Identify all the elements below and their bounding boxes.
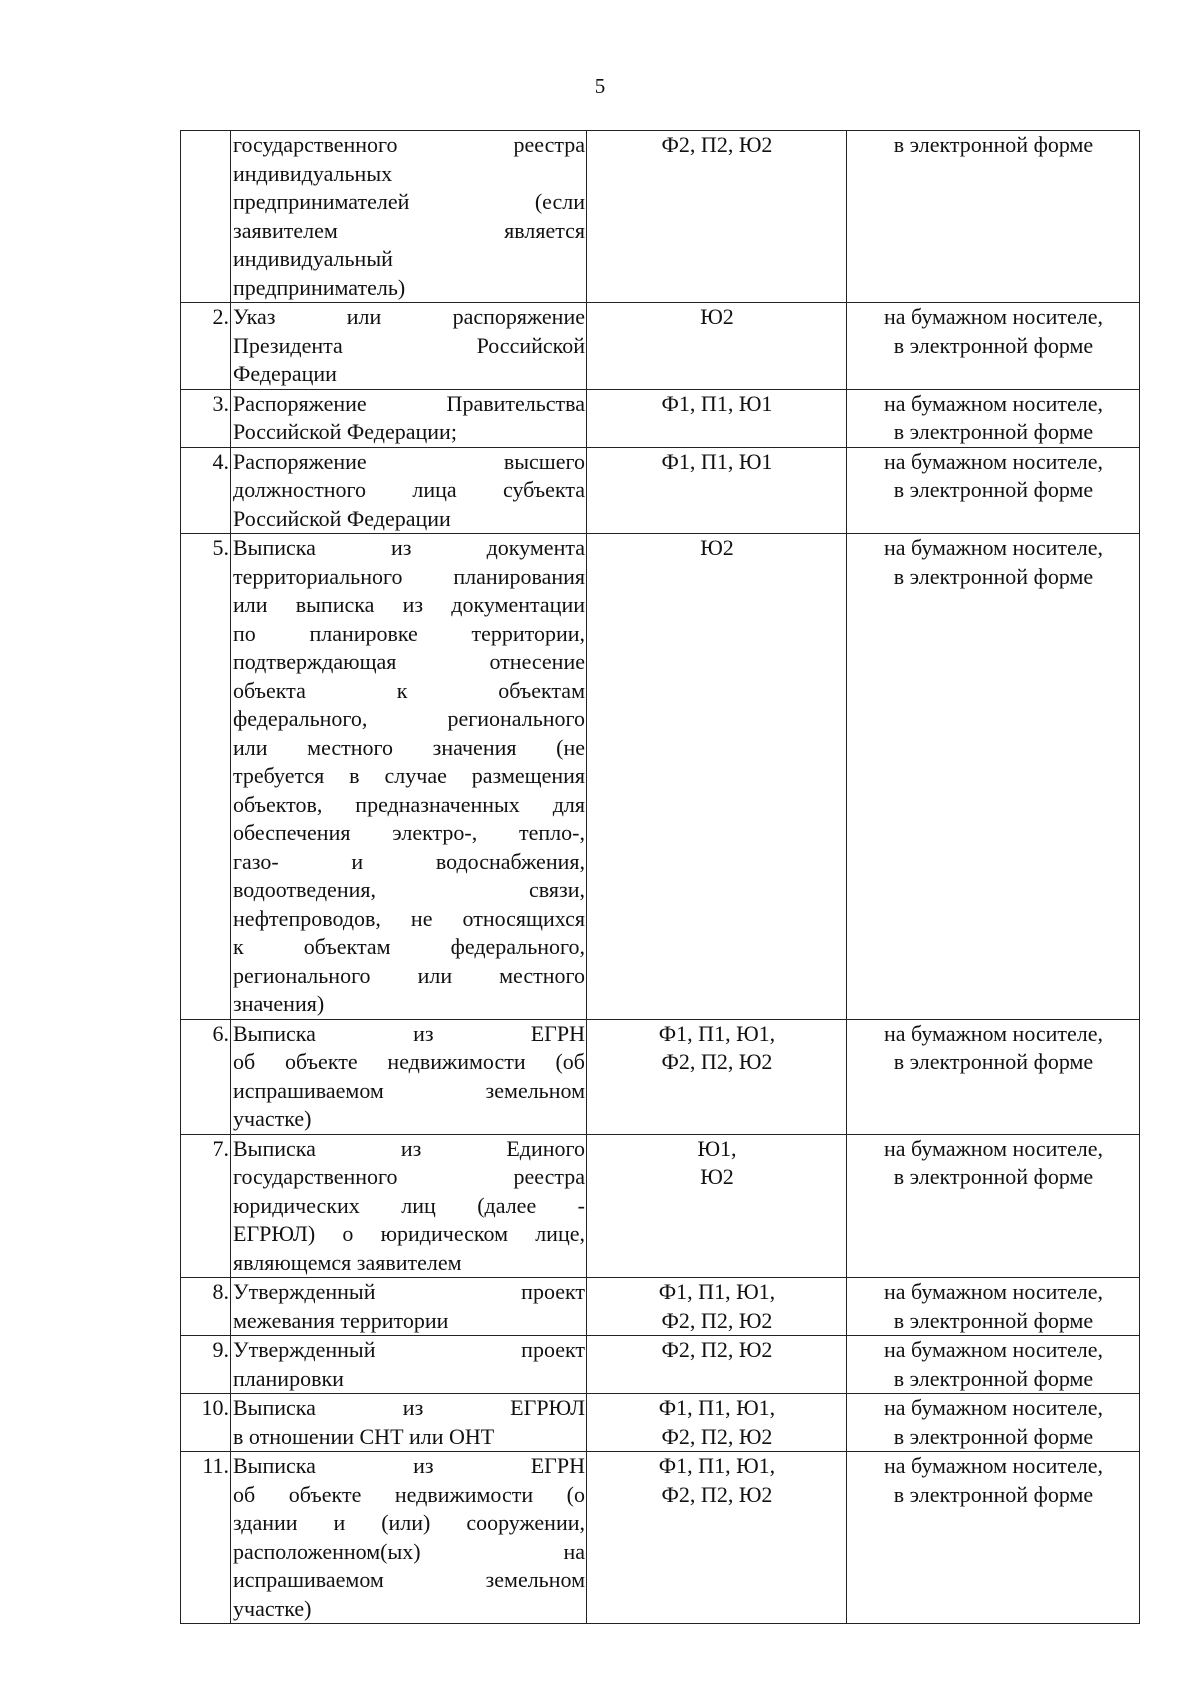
row-number: 2. [181,303,231,390]
document-name-line: должностного лица субъекта [233,477,585,502]
submission-form-line: в электронной форме [893,1365,1094,1391]
applicant-categories-cell [587,534,847,1020]
applicant-categories-line: Ф2, П2, Ю2 [661,1481,773,1507]
table-row [181,534,1140,1020]
submission-form-line: в электронной форме [893,1481,1094,1507]
applicant-categories-line: Ф1, П1, Ю1 [661,390,773,416]
document-name-line: планировки [233,1365,344,1391]
submission-form-cell [847,389,1140,447]
document-name-line: федерального, регионального [233,706,585,731]
applicant-categories-cell [587,1336,847,1394]
submission-form-line: в электронной форме [893,1423,1094,1449]
applicant-categories-line: Ф2, П2, Ю2 [661,1423,773,1449]
table-row [181,1019,1140,1134]
submission-form-line: на бумажном носителе, [883,304,1104,329]
row-number: 3. [181,389,231,447]
document-name-line: Выписка из ЕГРН [233,1020,585,1046]
document-name-cell [231,1452,587,1624]
table-row [181,1278,1140,1336]
document-name-line: значения) [233,991,325,1016]
document-name-line: индивидуальных [233,160,393,186]
submission-form-cell [847,1134,1140,1278]
row-number: 9. [181,1336,231,1394]
document-name-line: ЕГРЮЛ) о юридическом лице, [233,1221,585,1246]
row-number: 4. [181,447,231,534]
submission-form-line: на бумажном носителе, [883,1337,1104,1362]
applicant-categories-line: Ю2 [700,535,734,560]
submission-form-line: на бумажном носителе, [883,1395,1104,1420]
document-name-line: регионального или местного [233,962,585,988]
document-name-line: Указ или распоряжение [233,304,585,329]
document-name-line: или местного значения (не [233,734,585,760]
document-name-line: расположенном(ых) на [233,1538,585,1564]
table-row [181,1134,1140,1278]
row-number: 11. [181,1452,231,1624]
document-name-line: здании и (или) сооружении, [233,1510,585,1535]
documents-table-body [181,131,1140,1624]
submission-form-line: в электронной форме [893,1307,1094,1333]
document-name-line: требуется в случае размещения [233,763,585,788]
document-name-line: Выписка из ЕГРН [233,1453,585,1478]
table-row [181,1336,1140,1394]
submission-form-line: в электронной форме [893,1164,1094,1189]
document-name-line: межевания территории [233,1307,449,1333]
submission-form-cell [847,131,1140,303]
table-row [181,389,1140,447]
document-name-line: Российской Федерации; [233,419,457,444]
document-name-line: объектов, предназначенных для [233,791,585,817]
applicant-categories-cell [587,389,847,447]
document-name-line: Утвержденный проект [233,1337,585,1362]
document-name-cell [231,131,587,303]
document-name-cell [231,1134,587,1278]
document-name-cell [231,1278,587,1336]
applicant-categories-cell [587,131,847,303]
applicant-categories-line: Ф1, П1, Ю1, [658,1279,776,1304]
submission-form-line: в электронной форме [893,332,1094,358]
document-name-line: к объектам федерального, [233,934,585,959]
applicant-categories-cell [587,1019,847,1134]
applicant-categories-line: Ю1, [697,1135,737,1161]
submission-form-cell [847,1394,1140,1452]
submission-form-line: в электронной форме [893,477,1094,502]
document-name-cell [231,1336,587,1394]
applicant-categories-line: Ф1, П1, Ю1, [658,1020,776,1046]
document-name-cell [231,534,587,1020]
document-name-line: юридических лиц (далее - [233,1192,585,1218]
applicant-categories-cell [587,447,847,534]
document-name-line: являющемся заявителем [233,1249,462,1275]
submission-form-line: на бумажном носителе, [883,1453,1104,1478]
submission-form-cell [847,1019,1140,1134]
document-name-line: Распоряжение высшего [233,448,585,474]
document-name-line: Распоряжение Правительства [233,390,585,416]
submission-form-line: на бумажном носителе, [883,1279,1104,1304]
submission-form-line: на бумажном носителе, [883,1135,1104,1161]
table-row [181,1452,1140,1624]
document-name-cell [231,1394,587,1452]
submission-form-cell [847,1452,1140,1624]
document-name-line: Выписка из ЕГРЮЛ [233,1395,585,1420]
row-number: 5. [181,534,231,1020]
document-name-line: испрашиваемом земельном [233,1077,585,1103]
document-name-line: Утвержденный проект [233,1279,585,1304]
documents-table [180,130,1140,1624]
document-name-line: Выписка из документа [233,535,585,560]
document-name-cell [231,447,587,534]
applicant-categories-line: Ю2 [700,304,734,329]
document-name-line: индивидуальный [233,246,393,271]
submission-form-line: на бумажном носителе, [883,535,1104,560]
table-row [181,303,1140,390]
submission-form-line: в электронной форме [893,419,1094,444]
document-name-line: нефтепроводов, не относящихся [233,905,585,931]
submission-form-line: в электронной форме [893,563,1094,589]
table-row [181,447,1140,534]
submission-form-cell [847,534,1140,1020]
table-row [181,131,1140,303]
submission-form-cell [847,447,1140,534]
document-name-line: об объекте недвижимости (об [233,1049,585,1074]
document-name-line: по планировке территории, [233,620,585,646]
document-name-line: предпринимателей (если [233,189,585,214]
applicant-categories-line: Ф2, П2, Ю2 [661,1337,773,1362]
document-name-line: или выписка из документации [233,592,585,617]
document-name-line: об объекте недвижимости (о [233,1481,585,1507]
row-number [181,131,231,303]
row-number: 10. [181,1394,231,1452]
applicant-categories-line: Ю2 [700,1164,734,1189]
applicant-categories-cell [587,1134,847,1278]
document-name-line: участке) [233,1106,312,1131]
applicant-categories-cell [587,1278,847,1336]
document-name-line: территориального планирования [233,563,585,589]
document-name-line: Российской Федерации [233,505,451,531]
document-name-cell [231,389,587,447]
document-name-line: участке) [233,1595,312,1621]
document-name-line: Президента Российской [233,332,585,358]
document-name-line: государственного реестра [233,132,585,157]
submission-form-line: на бумажном носителе, [883,390,1104,416]
document-name-line: в отношении СНТ или ОНТ [233,1423,495,1449]
applicant-categories-line: Ф2, П2, Ю2 [661,1049,773,1074]
applicant-categories-cell [587,1452,847,1624]
submission-form-line: на бумажном носителе, [883,1020,1104,1046]
submission-form-line: на бумажном носителе, [883,448,1104,474]
submission-form-line: в электронной форме [893,132,1094,157]
document-name-cell [231,303,587,390]
document-name-line: объекта к объектам [233,677,585,703]
document-name-line: испрашиваемом земельном [233,1567,585,1592]
applicant-categories-cell [587,1394,847,1452]
document-name-line: газо- и водоснабжения, [233,848,585,874]
document-name-line: Федерации [233,361,337,386]
document-name-line: обеспечения электро-, тепло-, [233,820,585,845]
submission-form-line: в электронной форме [893,1049,1094,1074]
row-number: 6. [181,1019,231,1134]
submission-form-cell [847,1278,1140,1336]
submission-form-cell [847,303,1140,390]
applicant-categories-line: Ф2, П2, Ю2 [661,132,773,157]
document-name-line: заявителем является [233,217,585,243]
row-number: 7. [181,1134,231,1278]
applicant-categories-line: Ф1, П1, Ю1 [661,448,773,474]
applicant-categories-line: Ф2, П2, Ю2 [661,1307,773,1333]
document-name-line: Выписка из Единого [233,1135,585,1161]
document-name-line: предприниматель) [233,274,406,300]
table-row [181,1394,1140,1452]
row-number: 8. [181,1278,231,1336]
document-name-cell [231,1019,587,1134]
applicant-categories-line: Ф1, П1, Ю1, [658,1395,776,1420]
applicant-categories-line: Ф1, П1, Ю1, [658,1453,776,1478]
page-number: 5 [594,74,606,98]
document-name-line: подтверждающая отнесение [233,649,585,674]
submission-form-cell [847,1336,1140,1394]
applicant-categories-cell [587,303,847,390]
document-name-line: водоотведения, связи, [233,877,585,902]
document-name-line: государственного реестра [233,1164,585,1189]
